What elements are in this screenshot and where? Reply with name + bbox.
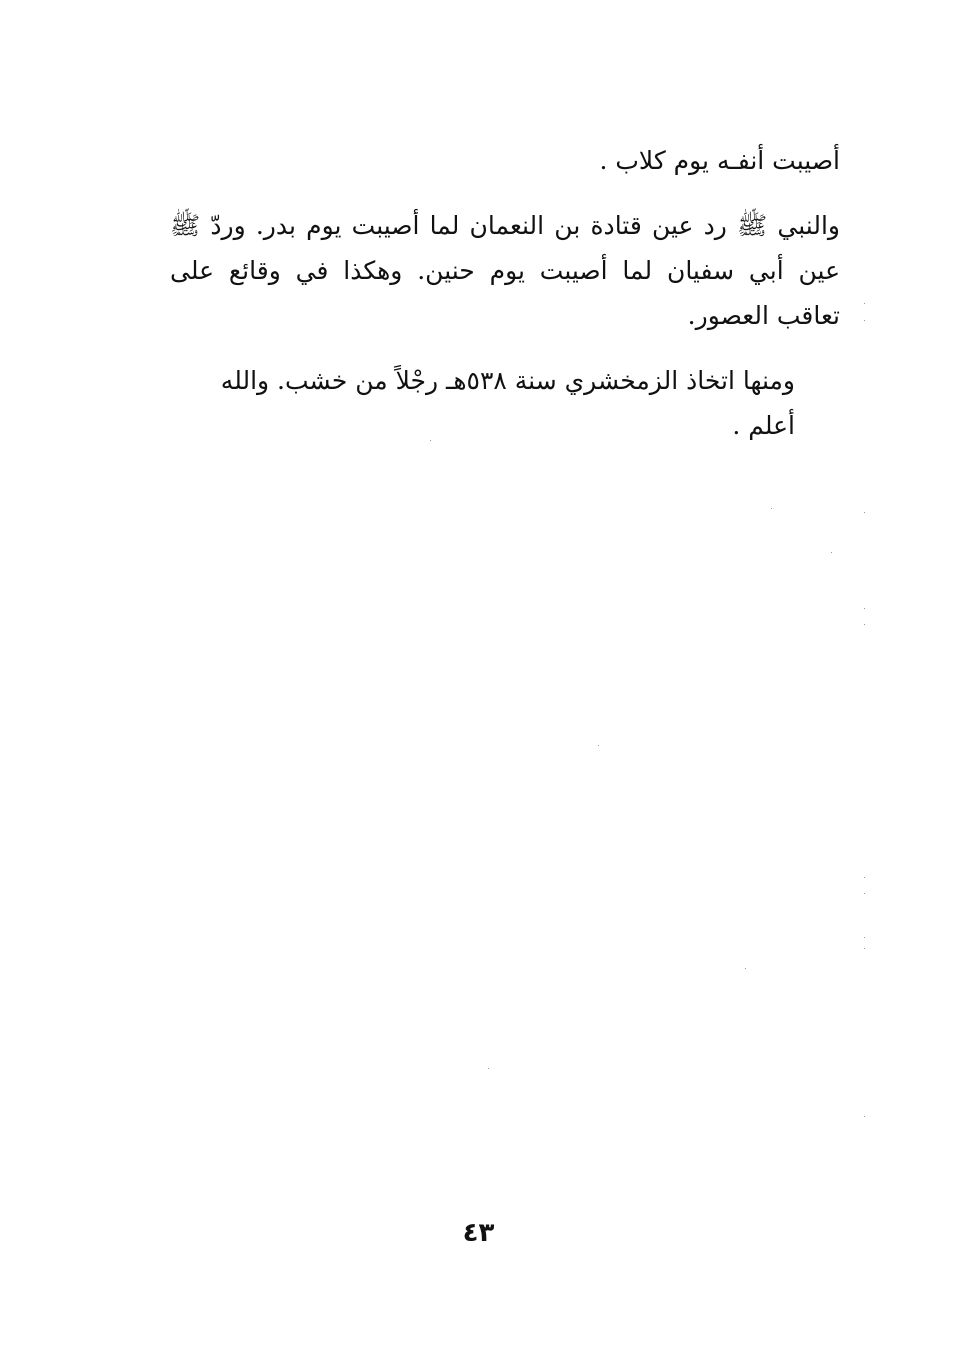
scan-speck	[864, 893, 865, 894]
paragraph-1: أصيبت أنفـه يوم كلاب .	[599, 146, 840, 175]
scan-speck	[864, 608, 865, 609]
scan-speck	[864, 948, 865, 949]
scan-speck	[864, 1116, 865, 1117]
scan-speck	[598, 745, 599, 746]
page-number: ٤٣	[462, 1218, 495, 1248]
scan-speck	[771, 508, 772, 509]
scan-speck	[864, 877, 865, 878]
scan-speck	[864, 512, 865, 513]
paragraph-3: ومنها اتخاذ الزمخشري سنة ٥٣٨هـ رجْلاً من خشب. والله أعلم .	[220, 366, 795, 440]
scan-speck	[864, 624, 865, 625]
scan-speck	[864, 937, 865, 938]
scan-speck	[745, 968, 746, 969]
scan-speck	[864, 303, 865, 304]
scan-speck	[831, 552, 832, 553]
scan-speck	[430, 440, 431, 441]
paragraph-2: والنبي ﷺ رد عين قتادة بن النعمان لما أصيبت يوم بدر. وردّ ﷺ عين أبي سفيان لما أصيبت يوم حنين. وهكذا في وقائع على تعاقب العصور.	[170, 211, 840, 330]
scan-speck	[864, 320, 865, 321]
scan-speck	[488, 1068, 489, 1069]
